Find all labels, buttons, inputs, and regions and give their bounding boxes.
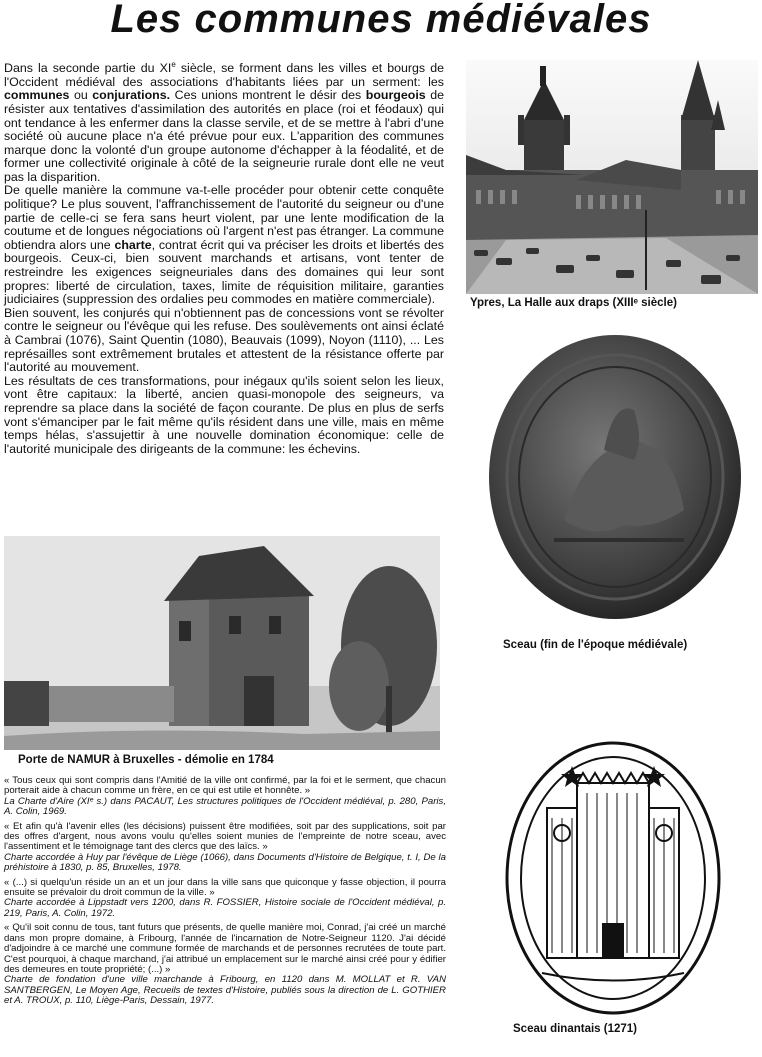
text-run: de résister aux tentatives d'assimilation des autorités en place (roi et féodaux) qui ont tendance à les enfermer dans la classe servile, et de se mettre à l'abri d'une société où aucune place n'a été prévue pour eux. L'apparition des communes marque donc la volonté d'un groupe autonome d'échapper à la féodalité, et de former une collectivité originale à côté de la seigneurie rurale dont elle ne veut pas la disparition. <box>4 88 444 184</box>
page-title: Les communes médiévales <box>110 0 652 41</box>
quote-item <box>4 878 446 920</box>
bold-term: bourgeois <box>365 88 426 103</box>
ypres-caption: Ypres, La Halle aux draps (XIIIᵉ siècle) <box>470 297 677 309</box>
paragraph <box>4 307 444 375</box>
quote-text: « Qu'il soit connu de tous, tant futurs que présents, de quelle manière moi, Conrad, j'ai créé un marché dans mon propre domaine, à Fribourg, l'année de l'incarnation de Notre-Seigneur 1120. J'ai décidé d'adjoindre à ce marché une commune formée de marchands et de personnes recrutées de toute part. C'est pourquoi, à chaque marchand, j'ai attribué un emplacement sur le marché ainsi créé pour y édifier des demeures en toute propriété; (...) » <box>4 922 446 975</box>
bold-term: communes <box>4 88 70 103</box>
quote-item <box>4 923 446 1006</box>
seal-dinant-drawing <box>502 738 724 1018</box>
text-run: ou <box>69 88 93 103</box>
namur-caption: Porte de NAMUR à Bruxelles - démolie en 1784 <box>18 754 274 766</box>
quote-source: Charte de fondation d'une ville marchande à Fribourg, en 1120 dans M. MOLLAT et R. VAN SANTBERGEN, Le Moyen Age, Recueils de textes d'Histoire, publiés sous la direction de L. GOTHIER et A. TROUX, p. 110, Liège-Paris, Dessain, 1977. <box>4 974 446 1007</box>
quote-item <box>4 822 446 874</box>
quote-text: « Et afin qu'à l'avenir elles (les décisions) puissent être modifiées, soit par des supplications, soit par des offres d'argent, nous avons voulu qu'elles soient munies de l'empreinte de notre sceau, avec l'assentiment et le témoignage tant des clercs que des laïcs. » <box>4 820 446 853</box>
namur-gate-image <box>4 536 440 750</box>
seal-photo <box>484 330 746 625</box>
text-run: Bien souvent, les conjurés qui n'obtiennent pas de concessions vont se révolter contre le seigneur ou l'évêque qui les refuse. Des soulèvements ont ainsi éclaté à Cambrai (1076), Saint Quentin (1080), Beauvais (1099), Noyon (1110), ... Les représailles sont extrêmement brutales et attestent de la résistance offerte par l'autorité au mouvement. <box>4 305 444 375</box>
quote-source: Charte accordée à Lippstadt vers 1200, dans R. FOSSIER, Histoire sociale de l'Occident médiéval, p. 219, Paris, A. Colin, 1972. <box>4 897 446 919</box>
text-run: Les résultats de ces transformations, pour inégaux qu'ils soient selon les lieux, vont être capitaux: la liberté, ancien quasi-monopole des seigneurs, va reprendre sa place dans la société de façon courante. De plus en plus de serfs vont s'émanciper par le fait même qu'ils résident dans une ville, mais en même temps hélas, s'assujettir à une nouvelle domination économique: celle de l'autorité municipale des dirigeants de la commune: les échevins. <box>4 373 444 456</box>
quote-source: La Charte d'Aire (XIᵉ s.) dans PACAUT, Les structures politiques de l'Occident médiéval, p. 280, Paris, A. Colin, 1969. <box>4 795 446 818</box>
paragraph <box>4 58 444 184</box>
text-run: Ces unions montrent le désir des <box>170 88 366 103</box>
paragraph <box>4 375 444 457</box>
quotes-block <box>4 776 446 1011</box>
quote-item <box>4 776 446 818</box>
bold-term: charte <box>114 237 152 252</box>
text-run: Dans la seconde partie du XI <box>4 61 172 76</box>
seal-caption: Sceau (fin de l'époque médiévale) <box>503 639 688 651</box>
quote-text: « Tous ceux qui sont compris dans l'Amitié de la ville ont confirmé, par la foi et le serment, que chacun porterait aide à chacun comme un frère, en ce qui est utile et honnête. » <box>4 775 446 797</box>
text-run: De quelle manière la commune va-t-elle procéder pour obtenir cette conquête politique? Le plus souvent, l'affranchissement de l'autorité du seigneur ou d'une partie de celle-ci se fera sans heurt violent, par une lente modification de la coutume et de longues négociations où l'argent n'est pas étranger. La commune obtiendra alors une <box>4 183 444 252</box>
text-run: , contrat écrit qui va préciser les droits et libertés des bourgeois. Ceux-ci, bien souvent marchands et artisans, vont tenter de restreindre les exigences seigneuriales dans des domaines qui leur sont propres: liberté de circulation, taxes, limite de réquisition militaire, garanties judiciaires (suppression des ordalies peu commodes en matière commerciale). <box>4 237 444 307</box>
ypres-photo <box>466 60 758 294</box>
paragraph <box>4 184 444 306</box>
bold-term: conjurations. <box>92 88 171 103</box>
text-run: e <box>171 60 176 69</box>
quote-source: Charte accordée à Huy par l'évêque de Liège (1066), dans Documents d'Histoire de Belgique, t. I, De la préhistoire à 1830, p. 85, Bruxelles, 1978. <box>4 851 446 874</box>
text-run: siècle, se forment dans les villes et bourgs de l'Occident médiéval des associations d'habitants liées par un serment: les <box>4 61 444 89</box>
seal-dinant-caption: Sceau dinantais (1271) <box>513 1023 637 1035</box>
main-text <box>4 58 444 456</box>
quote-text: « (...) si quelqu'un réside un an et un jour dans la ville sans que quiconque y fasse objection, il pourra ensuite se prévaloir du droit commun de la ville. » <box>4 876 446 899</box>
